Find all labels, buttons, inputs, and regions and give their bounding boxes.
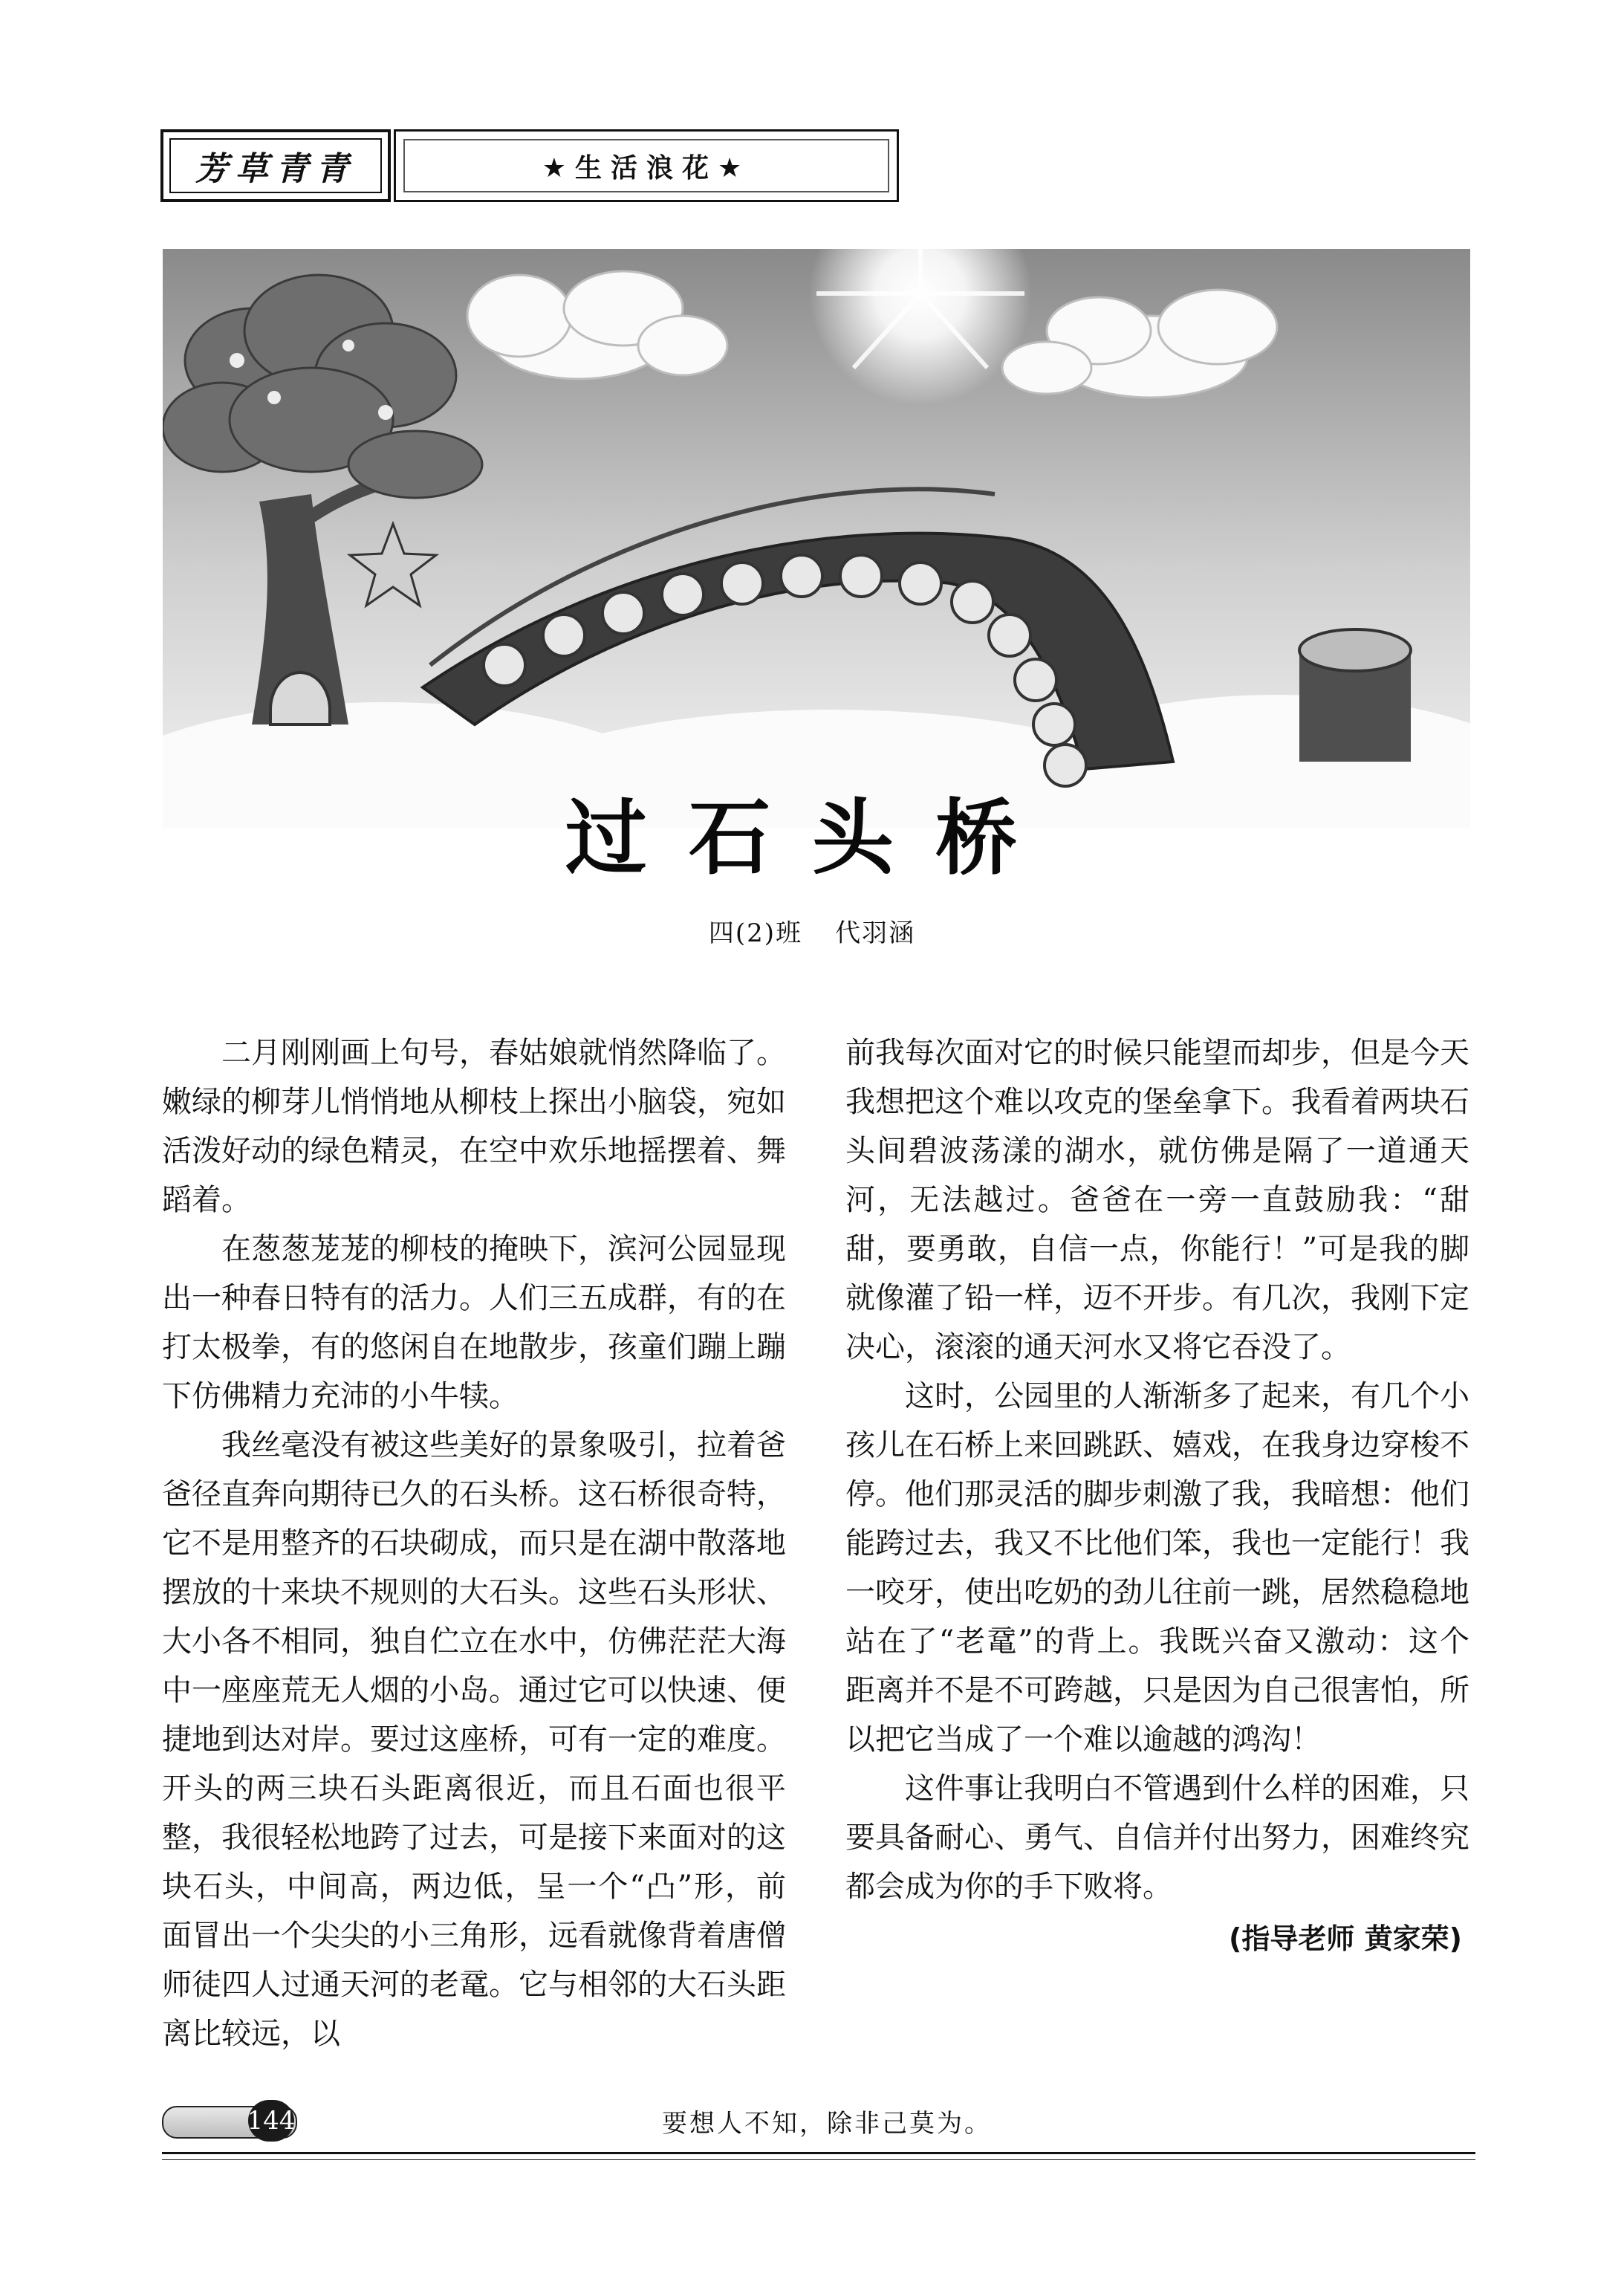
section-name: ★生活浪花★ — [403, 139, 889, 192]
paragraph: 前我每次面对它的时候只能望而却步，但是今天我想把这个难以攻克的堡垒拿下。我看着两块石头间碧波荡漾的湖水，就仿佛是隔了一道通天河，无法越过。爸爸在一旁一直鼓励我：“甜甜，要勇敢，自信一点，你能行！”可是我的脚就像灌了铅一样，迈不开步。有几次，我刚下定决心，滚滚的通天河水又将它吞没了。 — [845, 1036, 1469, 1364]
author-name: 代羽涵 — [835, 918, 916, 948]
tree-stump-icon — [1299, 629, 1411, 762]
footer-motto: 要想人不知，除非己莫为。 — [662, 2109, 992, 2139]
bridge-illustration — [163, 249, 1470, 829]
article-left-column — [162, 1028, 786, 2058]
byline — [0, 913, 1624, 949]
footer-rule — [162, 2152, 1475, 2154]
paragraph: 这时，公园里的人渐渐多了起来，有几个小孩儿在石桥上来回跳跃、嬉戏，在我身边穿梭不停。他们那灵活的脚步刺激了我，我暗想：他们能跨过去，我又不比他们笨，我也一定能行！我一咬牙，使出吃奶的劲儿往前一跳，居然稳稳地站在了“老鼋”的背上。我既兴奋又激动：这个距离并不是不可跨越，只是因为自己很害怕，所以把它当成了一个难以逾越的鸿沟！ — [845, 1379, 1469, 1757]
paragraph: 二月刚刚画上句号，春姑娘就悄然降临了。嫩绿的柳芽儿悄悄地从柳枝上探出小脑袋，宛如活泼好动的绿色精灵，在空中欢乐地摇摆着、舞蹈着。 — [162, 1036, 786, 1217]
article-title: 过石头桥 — [565, 791, 1059, 886]
column-name-box — [160, 129, 391, 202]
column-name: 芳草青青 — [169, 138, 382, 193]
paragraph: 这件事让我明白不管遇到什么样的困难，只要具备耐心、勇气、自信并付出努力，困难终究都会成为你的手下败将。 — [845, 1772, 1469, 1904]
paragraph: 在葱葱茏茏的柳枝的掩映下，滨河公园显现出一种春日特有的活力。人们三五成群，有的在打太极拳，有的悠闲自在地散步，孩童们蹦上蹦下仿佛精力充沛的小牛犊。 — [162, 1232, 786, 1413]
paragraph: 我丝毫没有被这些美好的景象吸引，拉着爸爸径直奔向期待已久的石头桥。这石桥很奇特，它不是用整齐的石块砌成，而只是在湖中散落地摆放的十来块不规则的大石头。这些石头形状、大小各不相同，独自伫立在水中，仿佛茫茫大海中一座座荒无人烟的小岛。通过它可以快速、便捷地到达对岸。要过这座桥，可有一定的难度。开头的两三块石头距离很近，而且石面也很平整，我很轻松地跨了过去，可是接下来面对的这块石头，中间高，两边低，呈一个“凸”形，前面冒出一个尖尖的小三角形，远看就像背着唐僧师徒四人过通天河的老鼋。它与相邻的大石头距离比较远，以 — [162, 1428, 786, 2051]
article-right-column — [845, 1028, 1469, 1963]
teacher-note: (指导老师 黄家荣) — [1229, 1922, 1462, 1955]
footer-rule — [162, 2159, 1475, 2160]
page-number: 144 — [248, 2100, 294, 2142]
author-class: 四(2)班 — [708, 918, 803, 948]
section-name-box — [394, 129, 899, 202]
